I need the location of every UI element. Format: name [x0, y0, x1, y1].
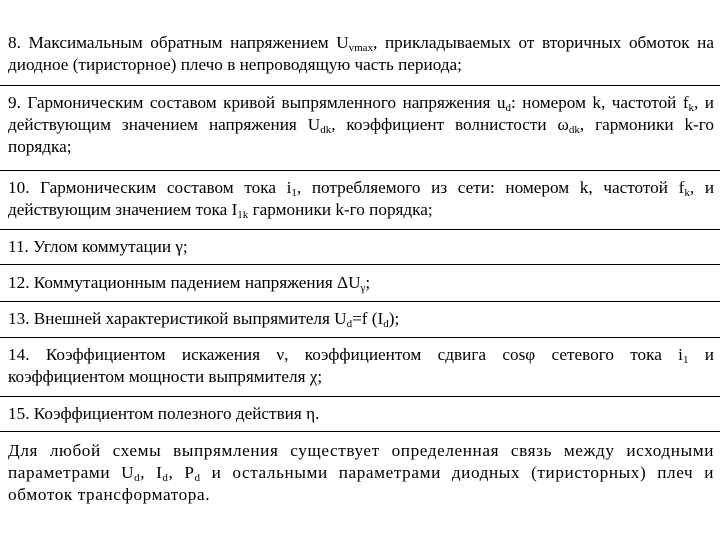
paragraph-text: и остальными параметрами диодных (тиристорных) плеч и обмоток трансформатора.	[8, 463, 714, 504]
subscript: d	[505, 102, 512, 114]
divider	[0, 170, 720, 171]
paragraph-text: Для любой схемы выпрямления существует определенная связь между исходными параметрами U	[8, 441, 714, 482]
divider	[0, 337, 720, 338]
paragraph-text: , I	[140, 463, 163, 482]
subscript: 1	[291, 187, 297, 199]
divider	[0, 431, 720, 432]
subscript: d	[383, 318, 389, 330]
item-number: 14.	[8, 345, 30, 364]
subscript: k	[688, 102, 695, 114]
item-number: 13.	[8, 309, 30, 328]
divider	[0, 264, 720, 265]
item-number: 15.	[8, 404, 30, 423]
paragraph-text: , P	[168, 463, 195, 482]
item-text: : номером k, частотой f	[511, 93, 689, 112]
list-item-15	[8, 403, 714, 425]
item-text: Коэффициентом искажения ν, коэффициентом сдвига cosφ сетевого тока i	[45, 345, 683, 364]
item-text: , коэффициент волнистости ω	[331, 115, 569, 134]
closing-paragraph	[8, 440, 714, 506]
subscript: 1k	[237, 209, 249, 221]
list-item-12	[8, 272, 714, 294]
list-item-14	[8, 344, 714, 388]
item-number: 12.	[8, 273, 30, 292]
list-item-9	[8, 92, 714, 158]
subscript: d	[194, 472, 201, 484]
divider	[0, 396, 720, 397]
list-item-11	[8, 236, 714, 258]
divider	[0, 301, 720, 302]
subscript: vmax	[348, 42, 374, 54]
item-text: );	[388, 309, 400, 328]
item-number: 11.	[8, 237, 29, 256]
item-text: Коэффициентом полезного действия η.	[33, 404, 320, 423]
item-number: 8.	[8, 33, 21, 52]
item-text: Гармоническим составом тока i	[40, 178, 292, 197]
item-text: , и действующим значением тока I	[8, 178, 715, 219]
item-text: гармоники k-го порядка;	[248, 200, 433, 219]
subscript: k	[684, 187, 690, 199]
list-item-8	[8, 32, 714, 76]
divider	[0, 229, 720, 230]
subscript: γ	[360, 282, 366, 294]
item-text: =f (I	[352, 309, 384, 328]
list-item-13	[8, 308, 714, 330]
subscript: d	[162, 472, 169, 484]
item-text: , потребляемого из сети: номером k, частотой f	[296, 178, 685, 197]
item-text: , гармоники k-го порядка;	[8, 115, 714, 156]
item-text: Внешней характеристикой выпрямителя U	[33, 309, 347, 328]
list-item-10	[8, 177, 714, 221]
item-text: Гармоническим составом кривой выпрямленного напряжения u	[27, 93, 506, 112]
item-number: 10.	[8, 178, 30, 197]
subscript: dk	[320, 124, 332, 136]
item-text: Углом коммутации γ;	[33, 237, 188, 256]
item-text: ;	[365, 273, 371, 292]
item-text: , и действующим значением напряжения U	[8, 93, 714, 134]
item-text: Коммутационным падением напряжения ΔU	[33, 273, 361, 292]
subscript: dk	[568, 124, 580, 136]
subscript: d	[346, 318, 353, 330]
subscript: 1	[682, 354, 689, 366]
subscript: d	[134, 472, 141, 484]
divider	[0, 85, 720, 86]
item-text: Максимальным обратным напряжением U	[28, 33, 349, 52]
item-number: 9.	[8, 93, 21, 112]
item-text: , прикладываемых от вторичных обмоток на диодное (тиристорное) плечо в непроводящую часть периода;	[8, 33, 714, 74]
item-text: и коэффициентом мощности выпрямителя χ;	[8, 345, 715, 386]
